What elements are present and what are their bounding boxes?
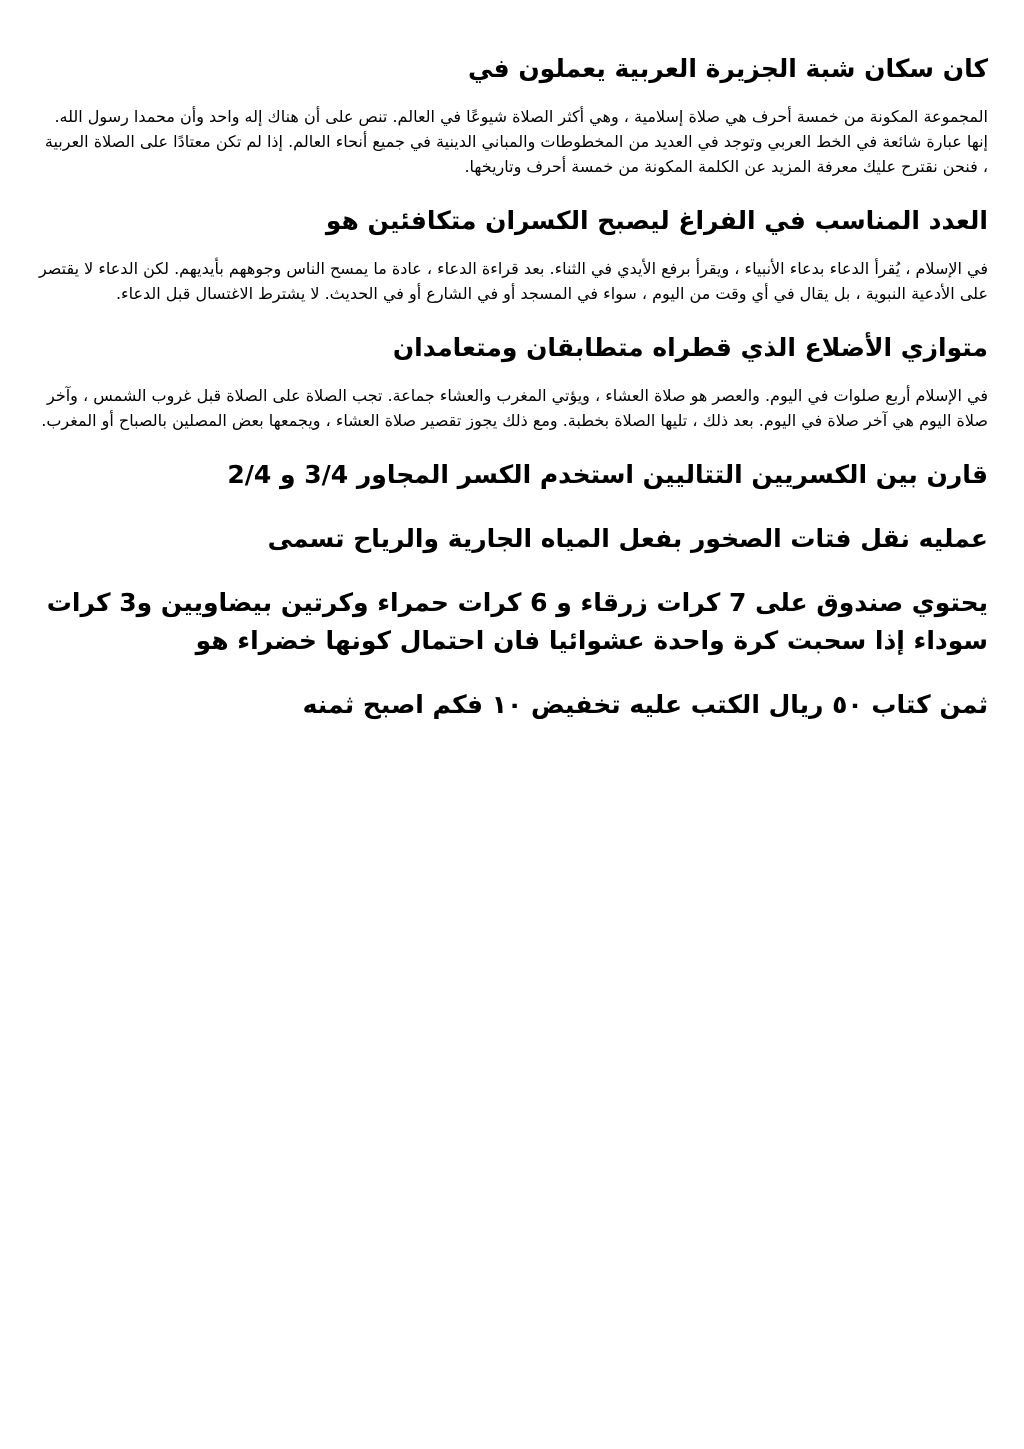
question-heading: العدد المناسب في الفراغ ليصبح الكسران متكافئين هو bbox=[325, 206, 988, 235]
qa-item-3 bbox=[36, 329, 988, 433]
qa-item-4 bbox=[36, 456, 988, 494]
qa-item-2 bbox=[36, 202, 988, 306]
qa-item-5 bbox=[36, 520, 988, 558]
qa-item-1 bbox=[36, 50, 988, 179]
answer-paragraph: في الإسلام ، يُقرأ الدعاء بدعاء الأنبياء ، ويقرأ برفع الأيدي في الثناء. بعد قراءة الدعاء ، عادة ما يمسح الناس وجوههم بأيديهم. لكن الدعاء لا يقتصر على الأدعية النبوية ، بل يقال في أي وقت من اليوم ، سواء في المسجد أو في الشارع أو في الحديث. لا يشترط الاغتسال قبل الدعاء. bbox=[38, 259, 988, 303]
question-heading: ثمن كتاب ٥٠ ريال الكتب عليه تخفيض ١٠ فكم اصبح ثمنه bbox=[302, 690, 988, 719]
question-heading: عمليه نقل فتات الصخور بفعل المياه الجارية والرياح تسمى bbox=[267, 524, 988, 553]
question-heading: متوازي الأضلاع الذي قطراه متطابقان ومتعامدان bbox=[392, 333, 988, 362]
qa-item-7 bbox=[36, 686, 988, 724]
qa-item-6 bbox=[36, 584, 988, 660]
answer-paragraph: المجموعة المكونة من خمسة أحرف هي صلاة إسلامية ، وهي أكثر الصلاة شيوعًا في العالم. تنص على أن هناك إله واحد وأن محمدا رسول الله. إنها عبارة شائعة في الخط العربي وتوجد في العديد من المخطوطات والمباني الدينية في جميع أنحاء العالم. إذا لم تكن معتادًا على الصلاة العربية ، فنحن نقترح عليك معرفة المزيد عن الكلمة المكونة من خمسة أحرف وتاريخها. bbox=[44, 107, 988, 176]
answer-paragraph: في الإسلام أربع صلوات في اليوم. والعصر هو صلاة العشاء ، ويؤتي المغرب والعشاء جماعة. تجب الصلاة على الصلاة قبل غروب الشمس ، وآخر صلاة اليوم هي آخر صلاة في اليوم. بعد ذلك ، تليها الصلاة بخطبة. ومع ذلك يجوز تقصير صلاة العشاء ، ويجمعها بعض المصلين بالصباح أو المغرب. bbox=[41, 386, 988, 430]
question-heading: يحتوي صندوق على 7 كرات زرقاء و 6 كرات حمراء وكرتين بيضاويين و3 كرات سوداء إذا سحبت كرة واحدة عشوائيا فان احتمال كونها خضراء هو bbox=[46, 588, 988, 655]
question-heading: كان سكان شبة الجزيرة العربية يعملون في bbox=[467, 54, 988, 83]
question-heading: قارن بين الكسريين التتاليين استخدم الكسر المجاور 3/4 و 2/4 bbox=[227, 460, 988, 489]
